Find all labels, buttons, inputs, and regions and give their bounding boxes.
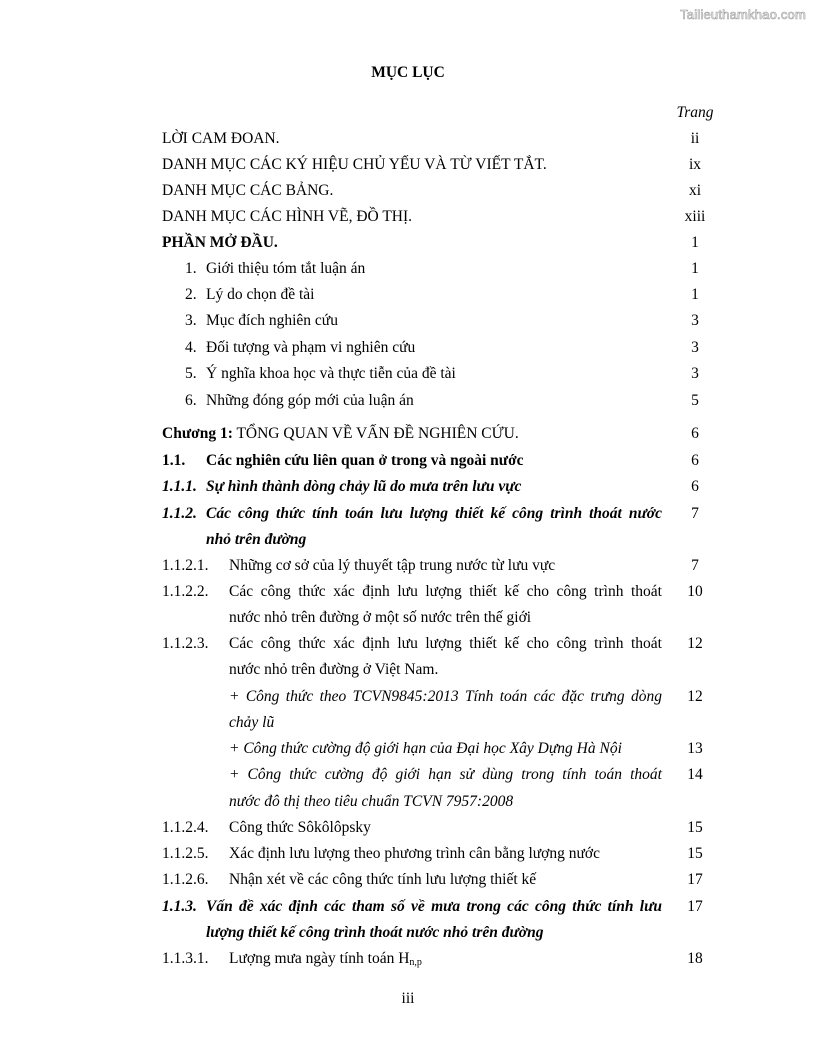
toc-entry-number: 1. [185,260,197,277]
toc-entry-text: DANH MỤC CÁC HÌNH VẼ, ĐỒ THỊ. [162,208,413,225]
toc-chapter-heading [162,421,519,447]
toc-entry-number: 6. [185,392,197,409]
toc-entry-page: 18 [687,950,703,967]
toc-entry-text: Sự hình thành dòng chảy lũ do mưa trên lưu vực [206,478,522,495]
toc-entry-page: 15 [687,819,703,836]
toc-entry-text: Lượng mưa ngày tính toán H [229,950,410,967]
toc-entry-page: 1 [691,234,699,251]
toc-entry-text-line1: Vấn đề xác định các tham số về mưa trong các công thức tính lưu [206,898,662,915]
toc-entry-text-line1: + Công thức cường độ giới hạn sử dùng trong tính toán thoát [229,766,662,783]
toc-entry-number: 1.1.2.3. [162,635,209,652]
toc-entry-text: Lý do chọn đề tài [206,286,315,303]
toc-entry-text-line2: nước đô thị theo tiêu chuẩn TCVN 7957:2008 [229,793,514,810]
toc-entry-text-line1: + Công thức theo TCVN9845:2013 Tính toán các đặc trưng dòng [229,688,662,705]
toc-entry-text: DANH MỤC CÁC BẢNG. [162,182,334,199]
toc-entry-text: DANH MỤC CÁC KÝ HIỆU CHỦ YẾU VÀ TỪ VIẾT TẮT. [162,156,547,173]
toc-entry-page: 12 [687,635,703,652]
toc-entry-text-line2: nước nhỏ trên đường ở một số nước trên thế giới [229,609,532,626]
toc-entry-number: 1.1.2.5. [162,845,209,862]
toc-entry-page: 3 [691,312,699,329]
toc-entry-page: xiii [684,208,706,225]
toc-entry-number: 1.1.2.2. [162,583,209,600]
toc-entry-text: LỜI CAM ĐOAN. [162,130,280,147]
watermark-text: Tailieuthamkhao.com [680,7,806,22]
toc-entry-number: 1.1.1. [162,478,197,495]
toc-entry-page: 17 [687,871,703,888]
toc-entry-text-wrap [229,946,422,976]
toc-entry-text-line1: Các công thức xác định lưu lượng thiết kế cho công trình thoát [229,583,662,600]
toc-entry-page: 13 [687,740,703,757]
toc-entry-text: Nhận xét về các công thức tính lưu lượng thiết kế [229,871,537,888]
toc-entry-text: Đối tượng và phạm vi nghiên cứu [206,339,416,356]
toc-entry-page: 7 [691,505,699,522]
toc-entry-text-line2: nước nhỏ trên đường ở Việt Nam. [229,661,439,678]
page-title: MỤC LỤC [371,64,445,81]
toc-entry-text-line1: Các công thức tính toán lưu lượng thiết kế công trình thoát nước [206,505,662,522]
toc-entry-text-line2: chảy lũ [229,714,275,731]
toc-entry-text: Xác định lưu lượng theo phương trình cân bằng lượng nước [229,845,600,862]
toc-entry-page: 6 [691,425,699,442]
toc-entry-page: 6 [691,452,699,469]
toc-entry-number: 1.1.2.6. [162,871,209,888]
page-column-header: Trang [676,104,714,121]
toc-entry-page: xi [688,182,702,199]
toc-entry-page: 5 [691,392,699,409]
chapter-label: Chương 1: [162,425,233,442]
toc-entry-text-line1: Các công thức xác định lưu lượng thiết kế cho công trình thoát [229,635,662,652]
toc-entry-page: 1 [691,260,699,277]
toc-entry-page: 12 [687,688,703,705]
toc-entry-number: 1.1.2.4. [162,819,209,836]
toc-entry-page: 1 [691,286,699,303]
toc-entry-number: 1.1.2.1. [162,557,209,574]
toc-entry-text: Ý nghĩa khoa học và thực tiễn của đề tài [206,365,456,382]
toc-entry-page: 17 [687,898,703,915]
chapter-title: TỔNG QUAN VỀ VẤN ĐỀ NGHIÊN CỨU. [232,425,519,442]
toc-entry-page: 6 [691,478,699,495]
toc-entry-text: Những cơ sở của lý thuyết tập trung nước từ lưu vực [229,557,556,574]
toc-entry-text: + Công thức cường độ giới hạn của Đại học Xây Dựng Hà Nội [229,740,622,757]
toc-entry-number: 1.1.2. [162,505,197,522]
toc-entry-text: Những đóng góp mới của luận án [206,392,414,409]
toc-entry-number: 5. [185,365,197,382]
toc-entry-text: Mục đích nghiên cứu [206,312,338,329]
toc-entry-page: 10 [687,583,703,600]
toc-entry-text-line2: nhỏ trên đường [206,531,307,548]
toc-entry-page: ii [690,130,700,147]
toc-entry-page: 3 [691,339,699,356]
toc-entry-subscript: n,p [409,957,422,968]
toc-entry-page: 14 [687,766,703,783]
toc-entry-text: Giới thiệu tóm tắt luận án [206,260,366,277]
toc-entry-number: 1.1.3.1. [162,950,209,967]
toc-entry-text: PHẦN MỞ ĐẦU. [162,234,278,251]
toc-entry-number: 2. [185,286,197,303]
toc-entry-text: Các nghiên cứu liên quan ở trong và ngoài nước [206,452,524,469]
toc-entry-text-line2: lượng thiết kế công trình thoát nước nhỏ trên đường [206,924,544,941]
toc-entry-page: 7 [691,557,699,574]
toc-entry-page: 15 [687,845,703,862]
toc-entry-page: 3 [691,365,699,382]
page-number-footer: iii [401,990,415,1007]
toc-entry-number: 1.1.3. [162,898,197,915]
toc-entry-page: ix [688,156,702,173]
toc-entry-number: 3. [185,312,197,329]
toc-entry-number: 1.1. [162,452,186,469]
toc-entry-number: 4. [185,339,197,356]
toc-entry-text: Công thức Sôkôlôpsky [229,819,371,836]
